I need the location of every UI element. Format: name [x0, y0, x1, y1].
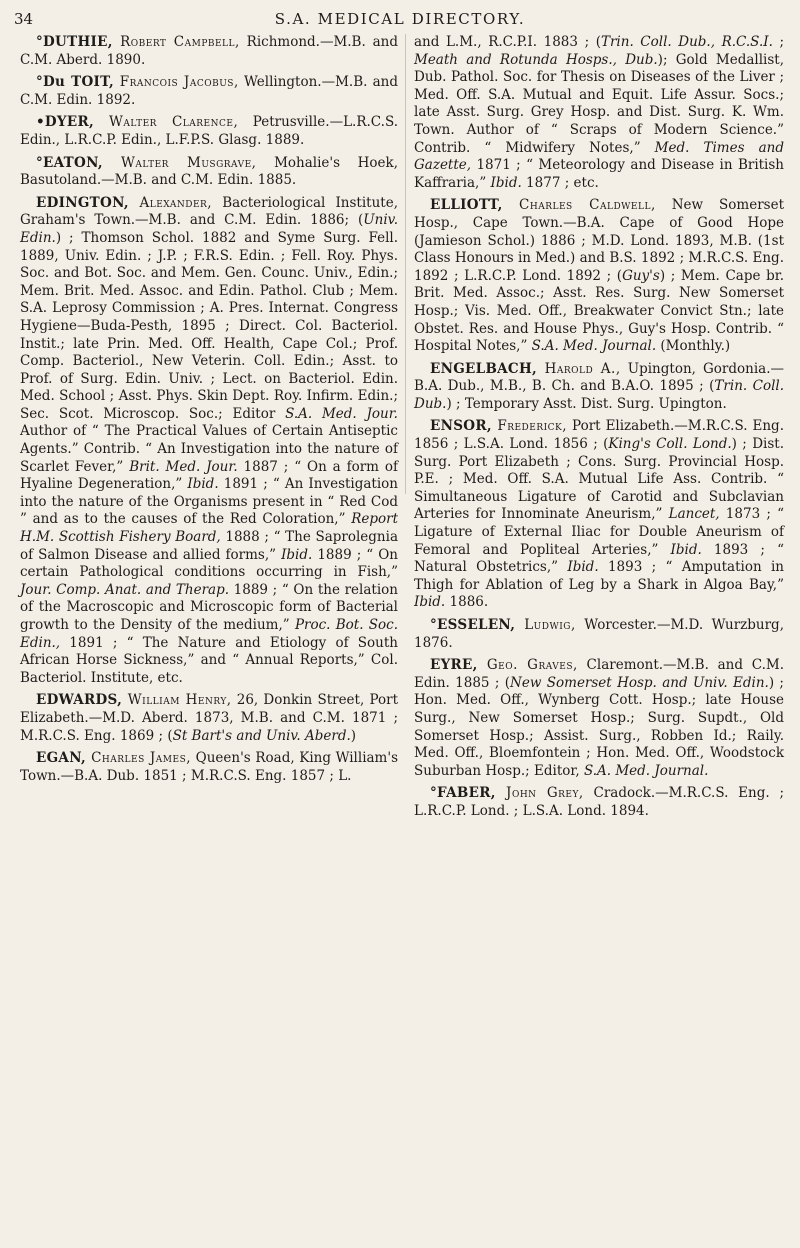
entry-citation-italic: Meath and Rotunda Hosps., Dub.	[414, 51, 658, 68]
directory-entry	[414, 361, 784, 414]
entry-citation-italic: New Somerset Hosp. and Univ. Edin.	[510, 674, 769, 691]
entry-text: ) ; Temporary Asst. Dist. Surg. Upington.	[446, 395, 727, 412]
entry-text: ) ; Thomson Schol. 1882 and Syme Surg. Fell. 1889, Univ. Edin. ; J.P. ; F.R.S. Edin. ; Fell. Roy. Phys. Soc. and Bot. Soc. and Mem. Gen. Counc. Univ., Edin.; Mem. Brit. Med. Assoc. and Edin. Pathol. Club ; Mem. S.A. Leprosy Commission ; A. Pres. Internat. Congress Hygiene—Buda-Pesth, 1895 ; Direct. Col. Bacteriol. Instit.; late Prin. Med. Off. Health, Cape Col.; Prof. Comp. Bacteriol., New Veterin. Coll. Edin.; Asst. to Prof. of Surg. Edin. Univ. ; Lect. on Bacteriol. Edin. Med. School ; Asst. Phys. Skin Dept. Roy. Infirm. Edin.; Sec. Scot. Microscop. Soc.; Editor	[20, 229, 398, 422]
entry-given-names: Walter Clarence,	[93, 114, 239, 131]
entry-text: Mohalie's Hoek, Basutoland.—M.B. and C.M. Edin. 1885.	[20, 154, 398, 189]
directory-entry	[414, 657, 784, 780]
entry-text: Cradock.—M.R.C.S. Eng. ; L.R.C.P. Lond. ; L.S.A. Lond. 1894.	[414, 785, 784, 819]
entry-surname: EDWARDS,	[36, 692, 123, 709]
entry-text: 1871 ; “ Meteorology and Disease in British Kaffraria,”	[414, 157, 784, 191]
entry-text: 1888 ; “ The Saprolegnia of Salmon Disease and allied forms,”	[20, 529, 398, 563]
entry-citation-italic: S.A. Med. Jour.	[285, 405, 398, 422]
right-column	[414, 34, 784, 826]
directory-entry	[20, 750, 398, 785]
entry-citation-italic: Ibid.	[414, 594, 446, 611]
entry-text: 1887 ; “ On a form of Hyaline Degeneration,”	[20, 458, 398, 493]
entry-surname: ENGELBACH,	[430, 360, 538, 377]
directory-entry	[414, 418, 784, 612]
directory-entry	[414, 617, 784, 652]
directory-entry	[20, 692, 398, 745]
entry-citation-italic: Guy's	[622, 267, 660, 284]
entry-text: 1886.	[445, 594, 489, 611]
entry-given-names: William Henry,	[122, 692, 232, 709]
entry-surname: EGAN,	[36, 750, 86, 767]
entry-citation-italic: Trin. Coll. Dub., R.C.S.I.	[600, 34, 773, 50]
directory-entry	[20, 155, 398, 190]
entry-text: 1891 ; “ The Nature and Etiology of South African Horse Sickness,” and “ Annual Reports,” Col. Bacteriol. Institute, etc.	[20, 634, 398, 686]
left-column	[20, 34, 398, 790]
entry-surname: ELLIOTT,	[430, 197, 503, 214]
entry-citation-italic: Proc. Bot. Soc. Edin.,	[20, 617, 399, 651]
entry-citation-italic: Med. Times and Gazette,	[414, 139, 784, 174]
entry-given-names: Frederick,	[491, 418, 568, 435]
entry-text: ) ; Mem. Cape br. Brit. Med. Assoc.; Asst. Res. Surg. New Somerset Hosp.; Vis. Med. Off., Breakwater Convict Stn.; late Obstet. Res. and House Phys., Guy's Hosp. Contrib. “ Hospital Notes,”	[414, 267, 784, 355]
entry-citation-italic: Ibid.	[187, 476, 219, 493]
entry-citation-italic: Brit. Med. Jour.	[129, 458, 238, 475]
entry-given-names: Francois Jacobus,	[113, 74, 239, 91]
entry-given-names: Robert Campbell,	[112, 34, 240, 50]
entry-text: 1893 ; “ Natural Obstetrics,”	[414, 541, 784, 576]
entry-text: Queen's Road, King William's Town.—B.A. Dub. 1851 ; M.R.C.S. Eng. 1857 ; L.	[20, 750, 398, 784]
entry-citation-italic: St Bart's and Univ. Aberd.	[172, 727, 351, 744]
entry-text: )	[350, 727, 357, 744]
entry-text: (Monthly.)	[656, 338, 731, 355]
entry-text: 1877 ; etc.	[521, 174, 599, 191]
entry-citation-italic: Ibid.	[670, 541, 702, 558]
entry-citation-italic: Trin. Coll. Dub.	[414, 378, 785, 412]
entry-text: ;	[772, 34, 784, 50]
entry-citation-italic: Ibid.	[281, 546, 313, 563]
entry-citation-italic: Report H.M. Scottish Fishery Board,	[20, 511, 398, 546]
entry-surname: °Du TOIT,	[36, 74, 114, 91]
directory-entry	[20, 34, 398, 69]
entry-citation-italic: Ibid.	[490, 174, 522, 191]
entry-given-names: Walter Musgrave,	[102, 154, 257, 171]
directory-entry	[20, 195, 398, 688]
entry-surname: EDINGTON,	[36, 194, 129, 211]
entry-citation-italic: S.A. Med. Journal.	[583, 762, 709, 779]
entry-text: New Somerset Hosp., Cape Town.—B.A. Cape of Good Hope (Jamieson Schol.) 1886 ; M.D. Lond. 1893, M.B. (1st Class Honours in Med.) and B.S. 1892 ; M.R.C.S. Eng. 1892 ; L.R.C.P. Lond. 1892 ; (	[414, 197, 784, 284]
entry-surname: °ESSELEN,	[430, 617, 516, 633]
entry-citation-italic: Lancet,	[668, 506, 720, 523]
entry-surname: °DUTHIE,	[36, 34, 113, 50]
entry-text: 1889 ; “ On certain Pathological conditions occurring in Fish,”	[20, 546, 398, 581]
entry-given-names: John Grey,	[495, 785, 584, 802]
page-number: 34	[14, 10, 34, 28]
entry-text: 26, Donkin Street, Port Elizabeth.—M.D. Aberd. 1873, M.B. and C.M. 1871 ; M.R.C.S. Eng. 1869 ; (	[20, 692, 398, 744]
directory-entry	[414, 197, 784, 355]
entry-text: 1891 ; “ An Investigation into the nature of the Organisms present in “ Red Cod ” and as to the causes of the Red Coloration,”	[20, 476, 398, 528]
entry-text: 1893 ; “ Amputation in Thigh for Ablation of Leg by a Shark in Algoa Bay,”	[414, 559, 785, 593]
column-divider	[405, 34, 406, 494]
entry-text: 1873 ; “ Ligature of External Iliac for Double Aneurism of Femoral and Popliteal Arteries,”	[414, 506, 785, 558]
entry-text: Author of “ The Practical Values of Certain Antiseptic Agents.” Contrib. “ An Investigation into the nature of Scarlet Fever,”	[20, 423, 398, 475]
entry-given-names: Harold A.,	[537, 360, 621, 377]
entry-text: Upington, Gordonia.—B.A. Dub., M.B., B. Ch. and B.A.O. 1895 ; (	[414, 360, 784, 395]
entry-given-names: Ludwig,	[515, 617, 576, 633]
entry-text: Port Elizabeth.—M.R.C.S. Eng. 1856 ; L.S.A. Lond. 1856 ; (	[414, 418, 784, 453]
directory-entry	[20, 114, 398, 149]
entry-text: and L.M., R.C.P.I. 1883 ; (	[414, 34, 601, 50]
entry-citation-italic: King's Coll. Lond.	[608, 436, 732, 453]
directory-entry	[414, 785, 784, 820]
page-header	[0, 0, 800, 36]
entry-text: ) ; Dist. Surg. Port Elizabeth ; Cons. Surg. Provincial Hosp. P.E. ; Med. Off. S.A. Mutual Life Ass. Contrib. “ Simultaneous Ligature of Carotid and Subclavian Arteries for Innominate Aneurism,”	[414, 436, 784, 523]
entry-text: 1889 ; “ On the relation of the Macroscopic and Microscopic form of Bacterial growth to the Density of the medium,”	[20, 581, 398, 633]
entry-given-names: Charles James,	[85, 750, 192, 767]
running-title: S.A. MEDICAL DIRECTORY.	[274, 10, 526, 28]
entry-text: Richmond.—M.B. and C.M. Aberd. 1890.	[20, 34, 398, 68]
directory-entry-continuation	[414, 34, 784, 192]
entry-text: Wellington.—M.B. and C.M. Edin. 1892.	[20, 74, 399, 108]
entry-surname: ENSOR,	[430, 418, 492, 435]
entry-text: Bacteriological Institute, Graham's Town.—M.B. and C.M. Edin. 1886; (	[20, 194, 398, 229]
entry-text: Petrusville.—L.R.C.S. Edin., L.R.C.P. Edin., L.F.P.S. Glasg. 1889.	[20, 114, 398, 148]
entry-citation-italic: Jour. Comp. Anat. and Therap.	[20, 581, 230, 598]
entry-surname: •DYER,	[36, 114, 94, 131]
entry-surname: °EATON,	[36, 154, 103, 171]
entry-text: Claremont.—M.B. and C.M. Edin. 1885 ; (	[414, 657, 784, 691]
entry-surname: °FABER,	[430, 785, 496, 802]
entry-citation-italic: Ibid.	[567, 559, 599, 576]
directory-entry	[20, 74, 398, 109]
entry-citation-italic: S.A. Med. Journal.	[531, 338, 657, 355]
entry-given-names: Alexander,	[128, 194, 213, 211]
entry-text: ); Gold Medallist, Dub. Pathol. Soc. for Thesis on Diseases of the Liver ; Med. Off. S.A. Mutual and Equit. Life Assur. Socs.; late Asst. Surg. Grey Hosp. and Dist. Surg. K. Wm. Town. Author of “ Scraps of Modern Science.” Contrib. “ Midwifery Notes,”	[414, 51, 784, 156]
entry-citation-italic: Univ. Edin.	[20, 212, 398, 246]
entry-surname: EYRE,	[430, 657, 478, 674]
entry-given-names: Charles Caldwell,	[502, 197, 656, 214]
entry-text: ) ; Hon. Med. Off., Wynberg Cott. Hosp.; late House Surg., New Somerset Hosp.; Surg. Supdt., Old Somerset Hosp.; Assist. Surg., Robben Id.; Raily. Med. Off., Bloemfontein ; Hon. Med. Off., Woodstock Suburban Hosp.; Editor,	[414, 674, 784, 779]
entry-given-names: Geo. Graves,	[477, 657, 578, 674]
entry-text: Worcester.—M.D. Wurzburg, 1876.	[414, 617, 784, 651]
